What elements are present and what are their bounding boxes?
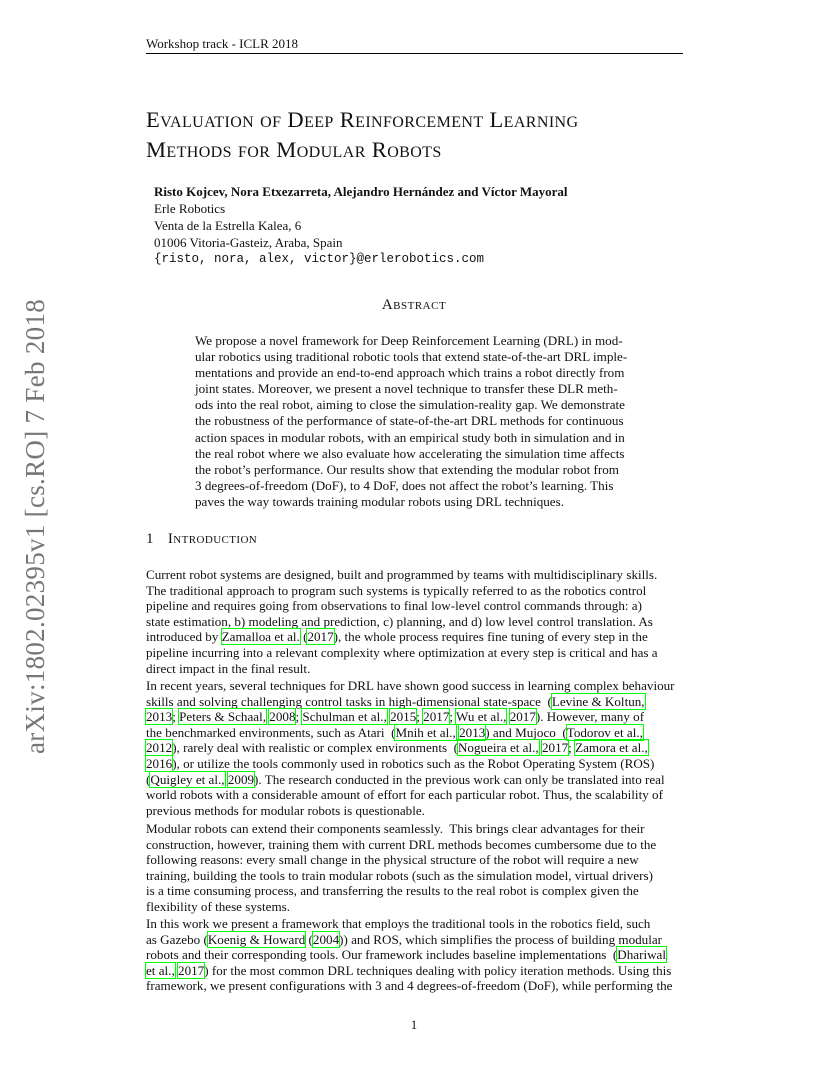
author-emails: {risto, nora, alex, victor}@erlerobotics.com (154, 252, 485, 266)
paragraph-line: 2013; Peters & Schaal, 2008; Schulman et al., 2015; 2017; Wu et al., 2017). However, many of (146, 709, 645, 725)
paragraph-line: skills and solving challenging control tasks in high-dimensional state-space (Levine & Koltun, (146, 693, 645, 709)
author-address-line-1: Venta de la Estrella Kalea, 6 (154, 218, 302, 233)
abstract-line: mentations and provide an end-to-end approach which trains a robot directly from (195, 365, 625, 381)
citation-link[interactable]: 2013 (146, 709, 173, 725)
page-number: 1 (410, 1017, 418, 1032)
paragraph-line: framework, we present configurations with 3 and 4 degrees-of-freedom (DoF), while performing the (146, 978, 673, 994)
paragraph-line: training, building the tools to train modular robots (such as the simulation model, virtual drivers) (146, 867, 653, 883)
paragraph-line: following reasons: every small change in the physical structure of the robot will require a new (146, 852, 639, 868)
citation-link[interactable]: Zamora et al., (575, 740, 648, 756)
citation-link[interactable]: 2012 (146, 740, 173, 756)
paragraph-line: 2016), or utilize the tools commonly used in robotics such as the Robot Operating System (ROS) (146, 755, 655, 771)
abstract-line: the robot’s performance. Our results show that extending the modular robot from (195, 461, 619, 477)
paragraph-line: In this work we present a framework that employs the traditional tools in the robotics field, such (146, 916, 651, 931)
paragraph-line: state estimation, b) modeling and prediction, c) planning, and d) low level control translation. As (146, 613, 653, 629)
citation-link[interactable]: Levine & Koltun, (551, 693, 645, 709)
abstract-line: action spaces in modular robots, with an empirical study both in simulation and in (195, 429, 625, 445)
citation-link[interactable]: et al., (146, 962, 175, 978)
paragraph-line: Modular robots can extend their components seamlessly. This brings clear advantages for their (146, 821, 645, 836)
paragraph-line: pipeline incurring into a relevant complexity where optimization at every step is critical and has a (146, 644, 658, 660)
author-block (154, 183, 568, 268)
author-affiliation: Erle Robotics (154, 201, 226, 216)
citation-link[interactable]: Mnih et al., (395, 724, 456, 740)
abstract-line: We propose a novel framework for Deep Reinforcement Learning (DRL) in mod- (195, 333, 623, 348)
paragraph-line: The traditional approach to program such systems is typically referred to as the robotics control (146, 582, 647, 598)
paragraph-line: flexibility of these systems. (146, 898, 291, 914)
abstract-line: 3 degrees-of-freedom (DoF), to 4 DoF, does not affect the robot’s learning. This (195, 477, 614, 493)
citation-link[interactable]: Koenig & Howard (207, 931, 306, 947)
title-line-1: Evaluation of Deep Reinforcement Learning (146, 107, 579, 132)
paragraph-line: et al., 2017) for the most common DRL techniques dealing with policy iteration methods. Using this (146, 962, 672, 978)
paragraph-intro-4 (146, 916, 673, 994)
paragraph-line: previous methods for modular robots is questionable. (146, 802, 425, 818)
citation-link[interactable]: Todorov et al., (566, 724, 643, 740)
paragraph-intro-2 (146, 678, 675, 818)
citation-link[interactable]: Zamalloa et al. (221, 629, 300, 645)
citation-link[interactable]: 2017 (541, 740, 569, 756)
abstract-line: the real robot where we also evaluate how accelerating the simulation time affects (195, 445, 625, 461)
paragraph-intro-1 (146, 567, 658, 676)
paragraph-line: world robots with a considerable amount of effort for each particular robot. Thus, the scalability of (146, 787, 663, 803)
paragraph-line: as Gazebo (Koenig & Howard (2004)) and ROS, which simplifies the process of building modular (146, 931, 663, 947)
paragraph-line: (Quigley et al., 2009). The research conducted in the previous work can only be translated into real (146, 771, 665, 787)
paragraph-line: Current robot systems are designed, built and programmed by teams with multidisciplinary skills. (146, 567, 658, 582)
paragraph-line: introduced by Zamalloa et al. (2017), the whole process requires fine tuning of every step in the (146, 629, 648, 645)
author-names: Risto Kojcev, Nora Etxezarreta, Alejandro Hernández and Víctor Mayoral (154, 184, 568, 199)
paragraph-line: is a time consuming process, and transferring the results to the real robot is complex given the (146, 883, 639, 899)
citation-link[interactable]: Quigley et al., (150, 771, 225, 787)
paper-title (146, 105, 691, 165)
paragraph-line: pipeline and requires going from observations to final low-level control commands through: a) (146, 598, 642, 614)
paragraph-line: robots and their corresponding tools. Our framework includes baseline implementations (Dhariwal (146, 947, 666, 963)
page-header: Workshop track - ICLR 2018 (146, 36, 299, 51)
paragraph-line: construction, however, training them with current DRL methods becomes cumbersome due to the (146, 836, 657, 852)
citation-link[interactable]: Peters & Schaal, (179, 709, 267, 725)
citation-link[interactable]: Nogueira et al., (457, 740, 539, 756)
citation-link[interactable]: 2009 (227, 771, 255, 787)
paragraph-line: direct impact in the final result. (146, 660, 311, 676)
header-rule (146, 53, 683, 54)
abstract-body (195, 333, 633, 510)
paragraph-intro-3 (146, 821, 656, 915)
abstract-heading: Abstract (381, 297, 447, 313)
abstract-line: joint states. Moreover, we present a novel technique to transfer these DLR meth- (195, 381, 618, 397)
citation-link[interactable]: 2015 (390, 709, 417, 725)
author-address-line-2: 01006 Vitoria-Gasteiz, Araba, Spain (154, 235, 343, 250)
citation-link[interactable]: 2017 (178, 962, 205, 978)
title-line-2: Methods for Modular Robots (146, 137, 442, 162)
citation-link[interactable]: Wu et al., (456, 709, 507, 725)
section-number: 1 (146, 531, 154, 547)
citation-link[interactable]: 2008 (269, 709, 296, 725)
citation-link[interactable]: 2017 (307, 629, 334, 645)
paragraph-line: the benchmarked environments, such as Atari (Mnih et al., 2013) and Mujoco (Todorov et al., (146, 724, 643, 740)
arxiv-identifier[interactable]: arXiv:1802.02395v1 [cs.RO] 7 Feb 2018 (20, 298, 50, 754)
citation-link[interactable]: 2016 (146, 755, 173, 771)
section-heading-introduction (146, 531, 257, 548)
abstract-line: ods into the real robot, aiming to close the simulation-reality gap. We demonstrate (195, 397, 625, 413)
abstract-line: ular robotics using traditional robotic tools that extend state-of-the-art DRL imple- (195, 349, 628, 365)
citation-link[interactable]: 2017 (423, 709, 450, 725)
abstract-line: the robustness of the performance of state-of-the-art DRL methods for continuous (195, 413, 624, 429)
citation-link[interactable]: Schulman et al., (302, 709, 387, 725)
citation-link[interactable]: Dhariwal (617, 947, 666, 963)
paragraph-line: In recent years, several techniques for DRL have shown good success in learning complex behaviour (146, 678, 675, 693)
paragraph-line: 2012), rarely deal with realistic or complex environments (Nogueira et al., 2017; Zamora et al., (146, 740, 648, 756)
citation-link[interactable]: 2013 (459, 724, 486, 740)
citation-link[interactable]: 2004 (312, 931, 340, 947)
section-title: Introduction (167, 531, 258, 547)
citation-link[interactable]: 2017 (509, 709, 536, 725)
abstract-line: paves the way towards training modular robots using DRL techniques. (195, 493, 564, 509)
